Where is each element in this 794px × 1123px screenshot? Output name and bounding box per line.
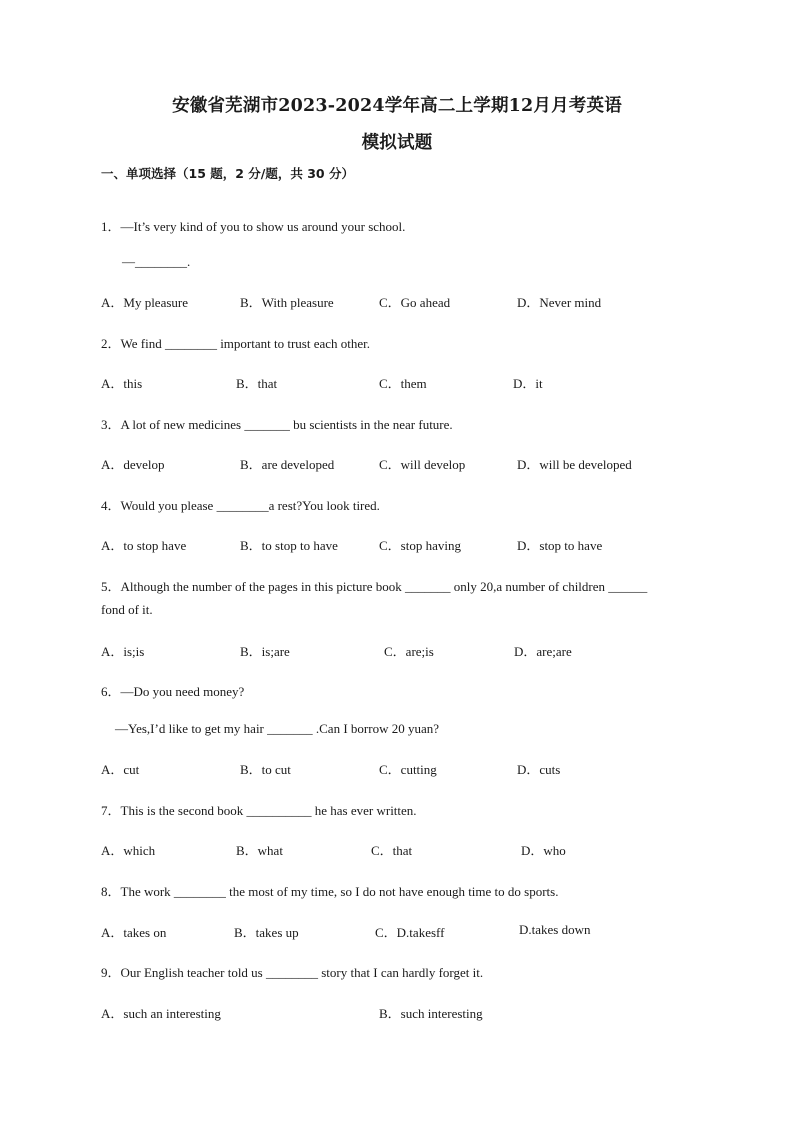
question-5-option-c[interactable]: C．are;is <box>384 644 434 659</box>
question-1-stem: 1．—It’s very kind of you to show us around your school. <box>101 219 406 234</box>
question-7-option-b[interactable]: B．what <box>236 843 283 858</box>
exam-subtitle: 模拟试题 <box>361 133 433 153</box>
question-4-option-d[interactable]: D．stop to have <box>517 538 603 553</box>
question-2-option-c[interactable]: C．them <box>379 376 427 391</box>
question-7-stem: 7．This is the second book __________ he has ever written. <box>101 803 417 818</box>
question-4-option-a[interactable]: A．to stop have <box>101 538 187 553</box>
question-5-option-d[interactable]: D．are;are <box>514 644 572 659</box>
question-1-option-a[interactable]: A．My pleasure <box>101 295 189 310</box>
question-5-option-b[interactable]: B．is;are <box>240 644 290 659</box>
question-5-stem: 5．Although the number of the pages in this picture book _______ only 20,a number of children ______ <box>101 579 648 594</box>
question-6-stem: 6．—Do you need money? <box>101 684 245 699</box>
question-7-option-d[interactable]: D．who <box>521 843 566 858</box>
question-6-option-d[interactable]: D．cuts <box>517 762 561 777</box>
question-8-option-c[interactable]: C．D.takesff <box>375 925 445 940</box>
question-1-reply: —________. <box>122 254 191 269</box>
question-9-option-a[interactable]: A．such an interesting <box>101 1006 221 1021</box>
question-6-option-a[interactable]: A．cut <box>101 762 140 777</box>
question-8-option-b[interactable]: B．takes up <box>234 925 299 940</box>
question-2-option-a[interactable]: A．this <box>101 376 143 391</box>
question-3-stem: 3．A lot of new medicines _______ bu scientists in the near future. <box>101 417 453 432</box>
section-heading: 一、单项选择（15 题，2 分/题，共 30 分） <box>101 166 354 181</box>
question-9-option-b[interactable]: B．such interesting <box>379 1006 483 1021</box>
question-5-option-a[interactable]: A．is;is <box>101 644 145 659</box>
question-6-option-c[interactable]: C．cutting <box>379 762 437 777</box>
question-5-stem-continued: fond of it. <box>101 602 153 617</box>
question-4-option-c[interactable]: C．stop having <box>379 538 461 553</box>
question-1-option-c[interactable]: C．Go ahead <box>379 295 451 310</box>
question-7-option-a[interactable]: A．which <box>101 843 156 858</box>
question-3-option-b[interactable]: B．are developed <box>240 457 335 472</box>
question-6-reply: —Yes,I’d like to get my hair _______ .Can I borrow 20 yuan? <box>115 721 439 736</box>
question-9-stem: 9．Our English teacher told us ________ story that I can hardly forget it. <box>101 965 484 980</box>
question-2-option-d[interactable]: D．it <box>513 376 543 391</box>
question-8-option-a[interactable]: A．takes on <box>101 925 167 940</box>
question-1-option-d[interactable]: D．Never mind <box>517 295 602 310</box>
question-2-stem: 2．We find ________ important to trust each other. <box>101 336 371 351</box>
exam-title: 安徽省芜湖市2023-2024学年高二上学期12月月考英语 <box>172 96 622 116</box>
question-3-option-a[interactable]: A．develop <box>101 457 165 472</box>
question-8-option-d[interactable]: D.takes down <box>519 922 591 937</box>
question-2-option-b[interactable]: B．that <box>236 376 278 391</box>
question-1-option-b[interactable]: B．With pleasure <box>240 295 334 310</box>
question-4-stem: 4．Would you please ________a rest?You look tired. <box>101 498 380 513</box>
question-7-option-c[interactable]: C．that <box>371 843 413 858</box>
question-4-option-b[interactable]: B．to stop to have <box>240 538 338 553</box>
question-6-option-b[interactable]: B．to cut <box>240 762 291 777</box>
question-3-option-d[interactable]: D．will be developed <box>517 457 632 472</box>
question-8-stem: 8．The work ________ the most of my time, so I do not have enough time to do sports. <box>101 884 559 899</box>
question-3-option-c[interactable]: C．will develop <box>379 457 466 472</box>
